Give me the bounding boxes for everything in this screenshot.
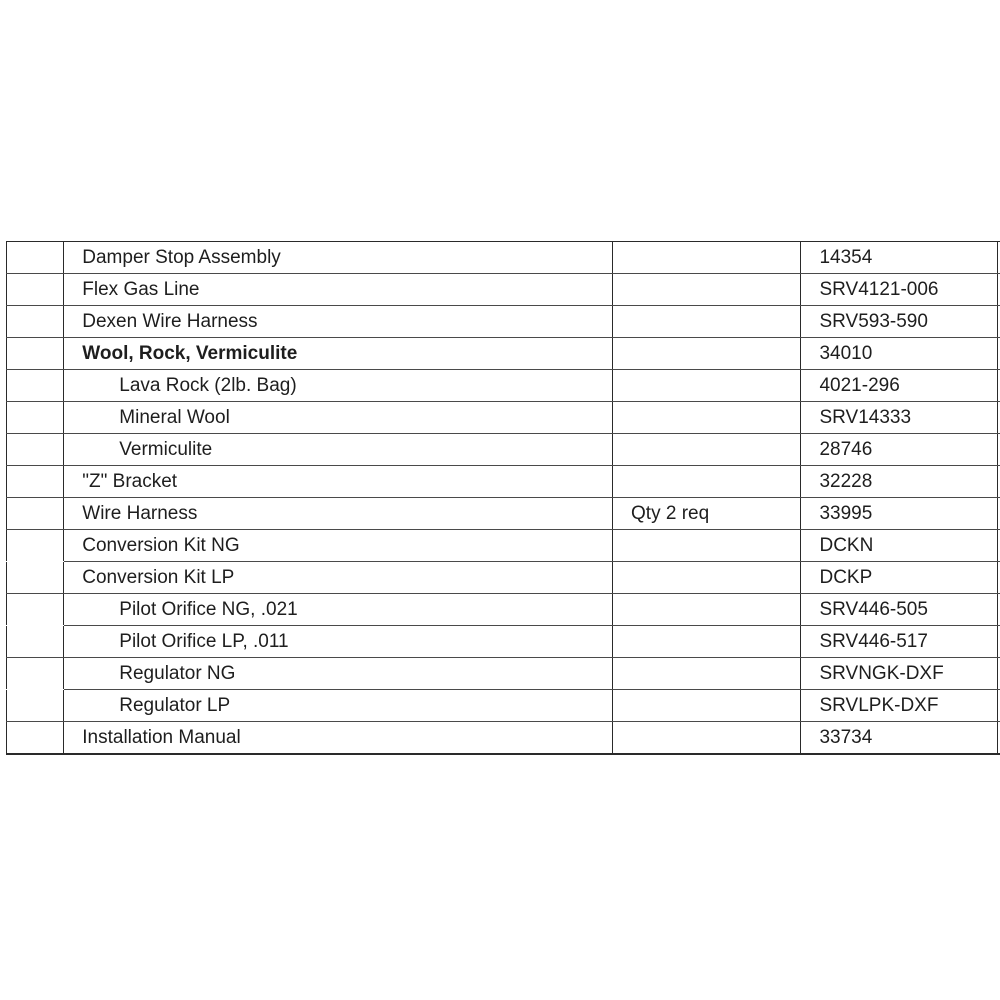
- quantity-note-cell: [613, 626, 801, 658]
- table-row: [7, 722, 1000, 755]
- quantity-note-cell: [613, 434, 801, 466]
- description-cell: [64, 690, 613, 722]
- part-number: DCKP: [819, 567, 873, 588]
- quantity-note-cell: [613, 338, 801, 370]
- table-row: [7, 402, 1000, 434]
- quantity-note-cell: [613, 306, 801, 338]
- part-number-cell: [801, 498, 998, 530]
- part-number-cell: [801, 306, 998, 338]
- item-number-cell: [7, 466, 64, 498]
- part-number-cell: [801, 690, 998, 722]
- part-description: Regulator NG: [119, 663, 236, 684]
- part-number-cell: [801, 530, 998, 562]
- table-row: [7, 690, 1000, 722]
- part-number-cell: [801, 594, 998, 626]
- table-row: [7, 242, 1000, 274]
- table-row: [7, 306, 1000, 338]
- part-description: Vermiculite: [119, 439, 213, 460]
- part-number: SRV446-505: [819, 599, 928, 620]
- description-cell: [64, 498, 613, 530]
- quantity-note-cell: [613, 530, 801, 562]
- part-description: Damper Stop Assembly: [82, 247, 281, 268]
- table-row: [7, 626, 1000, 658]
- quantity-note-cell: [613, 594, 801, 626]
- part-number-cell: [801, 242, 998, 274]
- part-number-cell: [801, 274, 998, 306]
- part-description: Wool, Rock, Vermiculite: [82, 343, 298, 364]
- description-cell: [64, 274, 613, 306]
- part-number: SRV4121-006: [819, 279, 939, 300]
- description-cell: [64, 338, 613, 370]
- part-description: Mineral Wool: [119, 407, 230, 428]
- quantity-note-cell: [613, 690, 801, 722]
- part-number: SRV593-590: [819, 311, 928, 332]
- part-number-cell: [801, 370, 998, 402]
- description-cell: [64, 594, 613, 626]
- part-description: Conversion Kit LP: [82, 567, 235, 588]
- description-cell: [64, 370, 613, 402]
- table-row: [7, 530, 1000, 562]
- part-number: 34010: [819, 343, 873, 364]
- part-number: SRV446-517: [819, 631, 928, 652]
- part-number-cell: [801, 434, 998, 466]
- part-number-cell: [801, 402, 998, 434]
- item-number-cell: [7, 306, 64, 338]
- part-description: Conversion Kit NG: [82, 535, 240, 556]
- quantity-note: Qty 2 req: [631, 503, 710, 524]
- part-number-cell: [801, 466, 998, 498]
- item-number-cell: [7, 690, 64, 722]
- quantity-note-cell: [613, 242, 801, 274]
- part-number-cell: [801, 562, 998, 594]
- quantity-note-cell: [613, 658, 801, 690]
- part-number: 28746: [819, 439, 873, 460]
- description-cell: [64, 466, 613, 498]
- part-number-cell: [801, 722, 998, 755]
- quantity-note-cell: [613, 562, 801, 594]
- item-number-cell: [7, 626, 64, 658]
- table-row: [7, 594, 1000, 626]
- item-number-cell: [7, 530, 64, 562]
- quantity-note-cell: [613, 498, 801, 530]
- part-description: "Z" Bracket: [82, 471, 178, 492]
- part-number: DCKN: [819, 535, 874, 556]
- parts-table-body: [7, 242, 1000, 755]
- part-description: Regulator LP: [119, 695, 231, 716]
- quantity-note-cell: [613, 402, 801, 434]
- part-description: Pilot Orifice NG, .021: [119, 599, 298, 620]
- item-number-cell: [7, 402, 64, 434]
- part-number: 33995: [819, 503, 873, 524]
- item-number-cell: [7, 562, 64, 594]
- part-description: Dexen Wire Harness: [82, 311, 258, 332]
- item-number-cell: [7, 338, 64, 370]
- item-number-cell: [7, 722, 64, 755]
- quantity-note-cell: [613, 722, 801, 755]
- description-cell: [64, 530, 613, 562]
- quantity-note-cell: [613, 370, 801, 402]
- description-cell: [64, 306, 613, 338]
- item-number-cell: [7, 370, 64, 402]
- table-row: [7, 338, 1000, 370]
- table-row: [7, 498, 1000, 530]
- description-cell: [64, 402, 613, 434]
- description-cell: [64, 658, 613, 690]
- table-row: [7, 466, 1000, 498]
- table-row: [7, 370, 1000, 402]
- item-number-cell: [7, 274, 64, 306]
- part-number: 4021-296: [819, 375, 900, 396]
- description-cell: [64, 434, 613, 466]
- part-description: Installation Manual: [82, 727, 241, 748]
- description-cell: [64, 562, 613, 594]
- part-number-cell: [801, 626, 998, 658]
- description-cell: [64, 242, 613, 274]
- part-description: Pilot Orifice LP, .011: [119, 631, 289, 652]
- part-number-cell: [801, 338, 998, 370]
- part-number: 32228: [819, 471, 873, 492]
- quantity-note-cell: [613, 466, 801, 498]
- item-number-cell: [7, 658, 64, 690]
- table-row: [7, 274, 1000, 306]
- item-number-cell: [7, 594, 64, 626]
- part-description: Wire Harness: [82, 503, 198, 524]
- part-number: SRVLPK-DXF: [819, 695, 939, 716]
- table-row: [7, 434, 1000, 466]
- table-row: [7, 562, 1000, 594]
- item-number-cell: [7, 498, 64, 530]
- table-row: [7, 658, 1000, 690]
- part-description: Lava Rock (2lb. Bag): [119, 375, 297, 396]
- part-number-cell: [801, 658, 998, 690]
- item-number-cell: [7, 242, 64, 274]
- part-number: 14354: [819, 247, 873, 268]
- part-description: Flex Gas Line: [82, 279, 200, 300]
- part-number: SRVNGK-DXF: [819, 663, 944, 684]
- part-number: 33734: [819, 727, 873, 748]
- description-cell: [64, 722, 613, 755]
- description-cell: [64, 626, 613, 658]
- item-number-cell: [7, 434, 64, 466]
- part-number: SRV14333: [819, 407, 912, 428]
- parts-table: [6, 241, 1000, 755]
- quantity-note-cell: [613, 274, 801, 306]
